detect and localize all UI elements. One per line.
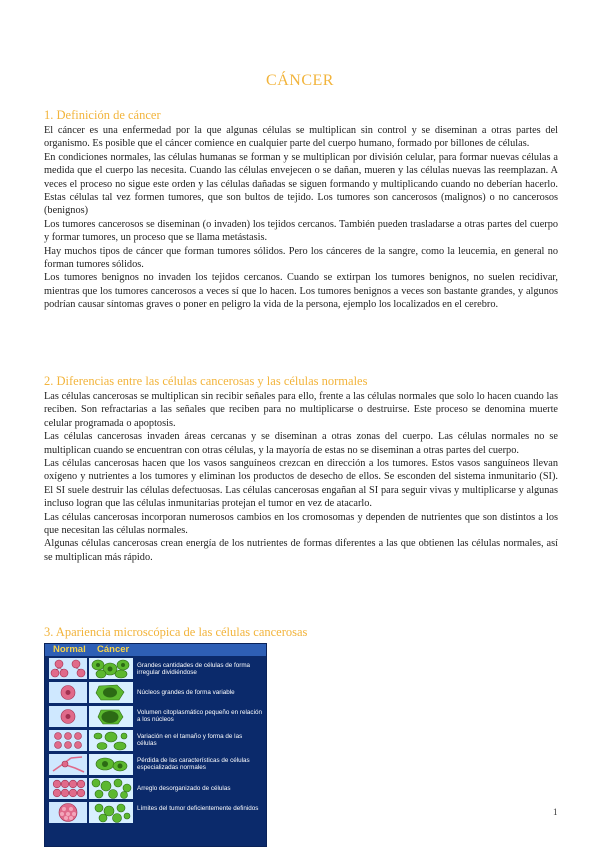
row-description: Núcleos grandes de forma variable (137, 689, 235, 696)
paragraph: Las células cancerosas se multiplican sin recibir señales para ello, frente a las células normales que solo lo hacen cuando las reciben. Son refractarias a las señales que reciben para no multiplicarse o destruirse. Este proceso se denomina muerte celular programada o apoptosis. (44, 391, 558, 429)
figure-row (45, 753, 266, 776)
cell-comparison-figure (44, 643, 267, 847)
normal-cell-icon (49, 802, 87, 823)
row-description: Límites del tumor deficientemente definidos (137, 805, 259, 812)
figure-row (45, 705, 266, 728)
normal-cell-icon (49, 778, 87, 799)
row-description: Variación en el tamaño y forma de las células (137, 733, 243, 747)
figure-row (45, 729, 266, 752)
paragraph: Las células cancerosas incorporan numerosos cambios en los cromosomas y dependen de nutrientes que son distintos a los que necesitan las células normales. (44, 511, 558, 537)
normal-cell-icon (49, 658, 87, 679)
figure-row (45, 657, 266, 680)
paragraph: Algunas células cancerosas crean energía de los nutrientes de formas diferentes a las que obtienen las células normales, así se multiplican más rápido. (44, 538, 558, 563)
section3-heading: 3. Apariencia microscópica de las células cancerosas (44, 625, 308, 639)
paragraph: Hay muchos tipos de cáncer que forman tumores sólidos. Pero los cánceres de la sangre, como la leucemia, en general no forman tumores sólidos. (44, 245, 558, 271)
row-description: Pérdida de las características de células especializadas normales (137, 757, 250, 771)
cancer-cell-icon (89, 778, 133, 799)
paragraph: El cáncer es una enfermedad por la que algunas células se multiplican sin control y se diseminan a otras partes del organismo. Es posible que el cáncer comience en cualquier parte del cuerpo humano, formado por billones de células. (44, 125, 558, 150)
section1-heading: 1. Definición de cáncer (44, 108, 161, 122)
normal-cell-icon (49, 682, 87, 703)
page-number: 1 (553, 807, 558, 817)
cancer-cell-icon (89, 682, 133, 703)
section2-body (44, 390, 558, 564)
normal-column-label: Normal (53, 644, 86, 655)
paragraph: En condiciones normales, las células humanas se forman y se multiplican por división celular, para formar nuevas células a medida que el cuerpo las necesita. Cuando las células envejecen o se dañan, mueren y las células nuevas las reemplazan. A veces el proceso no sigue este orden y las células dañadas se siguen formando y multiplicando cuando no deberían hacerlo. Estas células tal vez formen tumores, que son bultos de tejido. Los tumores son cancerosos (malignos) o no cancerosos (benignos) (44, 151, 558, 217)
cancer-cell-icon (89, 754, 133, 775)
figure-row (45, 681, 266, 704)
section2-heading: 2. Diferencias entre las células cancerosas y las células normales (44, 374, 368, 388)
normal-cell-icon (49, 754, 87, 775)
cancer-cell-icon (89, 706, 133, 727)
normal-cell-icon (49, 706, 87, 727)
paragraph: Los tumores cancerosos se diseminan (o invaden) los tejidos cercanos. También pueden trasladarse a otras partes del cuerpo y formar tumores, un proceso que se llama metástasis. (44, 218, 558, 244)
section1-body (44, 124, 558, 312)
figure-header (45, 644, 266, 656)
paragraph: Las células cancerosas hacen que los vasos sanguíneos crezcan en dirección a los tumores. Estos vasos sanguíneos llevan oxígeno y nutrientes a los tumores y eliminan los productos de desecho de ellos. Se esconden del sistema inmunitario (SI). El SI suele destruir las células defectuosas. Las células cancerosas engañan al SI para seguir vivas y multiplicarse y algunas incluso logran que las células inmunitarias protejan el tumor en vez de atacarlo. (44, 458, 558, 510)
paragraph: Las células cancerosas invaden áreas cercanas y se diseminan a otras zonas del cuerpo. Las células normales no se multiplican cuando se encuentran con otras células, y la mayoría de estas no se diseminan a otras partes del cuerpo. (44, 431, 558, 456)
normal-cell-icon (49, 730, 87, 751)
row-description: Volumen citoplasmático pequeño en relación a los núcleos (137, 709, 262, 723)
cancer-cell-icon (89, 730, 133, 751)
cancer-cell-icon (89, 658, 133, 679)
paragraph: Los tumores benignos no invaden los tejidos cercanos. Cuando se extirpan los tumores benignos, no suelen recidivar, mientras que los tumores cancerosos a veces sí que lo hacen. Los tumores benignos a veces son bastante grandes, y algunos podrían causar síntomas graves o poner en peligro la vida de la persona, ejemplo los localizados en el cerebro. (44, 272, 558, 311)
row-description: Grandes cantidades de células de forma irregular dividiéndose (137, 662, 251, 676)
figure-row (45, 777, 266, 800)
figure-row (45, 801, 266, 824)
cancer-column-label: Cáncer (97, 644, 130, 655)
row-description: Arreglo desorganizado de células (137, 785, 231, 792)
page-title: CÁNCER (266, 72, 334, 89)
cancer-cell-icon (89, 802, 133, 823)
